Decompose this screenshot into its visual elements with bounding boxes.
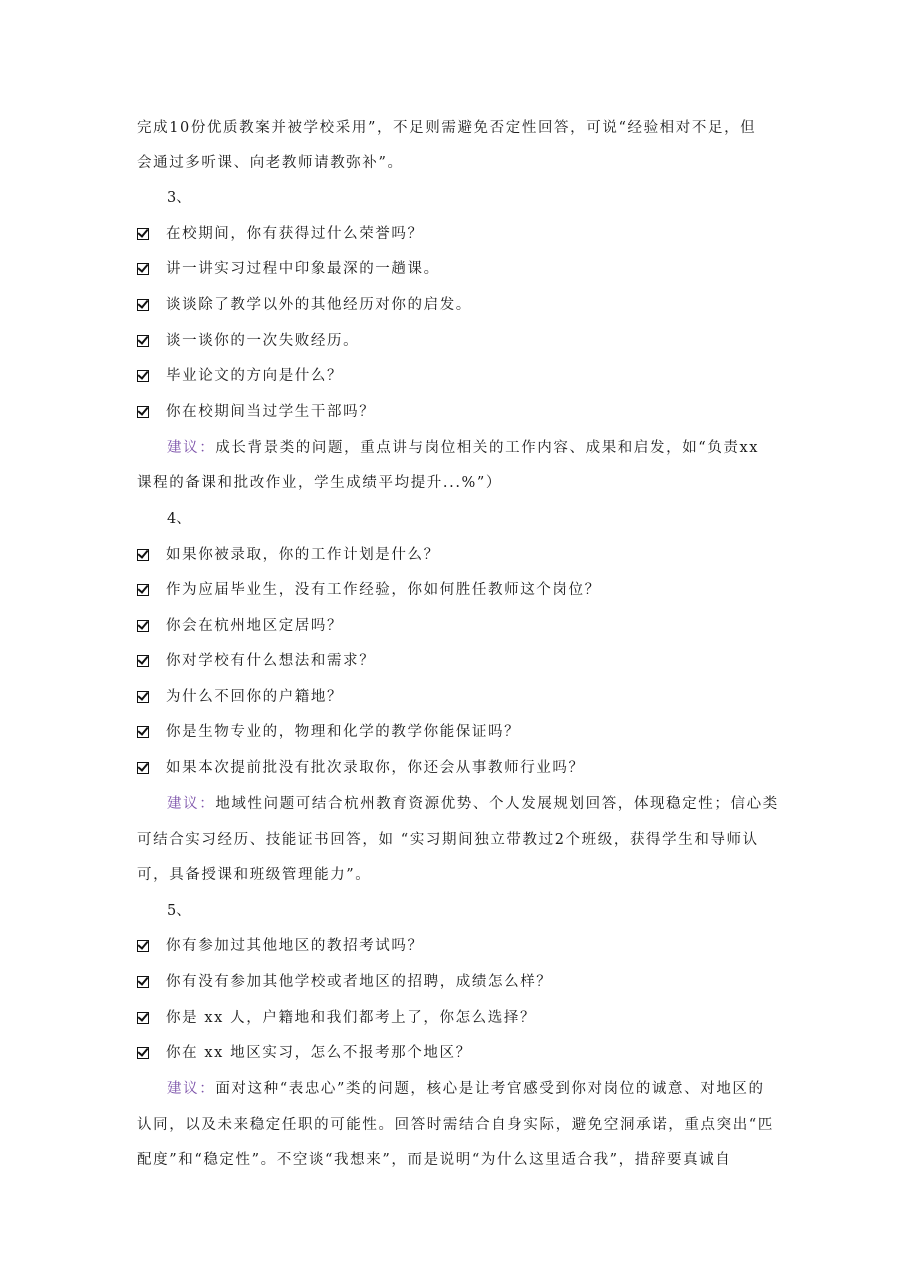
suggestion-label: 建议：: [167, 440, 216, 456]
question-item: 你是 xx 人，户籍地和我们都考上了，你怎么选择？: [137, 1008, 536, 1028]
question-item: 讲一讲实习过程中印象最深的一趟课。: [137, 259, 440, 279]
question-item: 你在 xx 地区实习，怎么不报考那个地区？: [137, 1043, 472, 1063]
paragraph-line: 完成10份优质教案并被学校采用”，不足则需避免否定性回答，可说“经验相对不足，但: [137, 120, 757, 136]
checkbox-checked-icon: [137, 1047, 149, 1059]
section-number: 5、: [167, 903, 191, 919]
suggestion-line: 配度”和“稳定性”。不空谈“我想来”，而是说明“为什么这里适合我”，措辞要真诚自: [137, 1152, 732, 1168]
checkbox-checked-icon: [137, 335, 149, 347]
suggestion-label: 建议：: [167, 796, 216, 812]
checkbox-checked-icon: [137, 726, 149, 738]
checkbox-checked-icon: [137, 406, 149, 418]
checkbox-checked-icon: [137, 584, 149, 596]
checkbox-checked-icon: [137, 620, 149, 632]
question-item: 你有没有参加其他学校或者地区的招聘，成绩怎么样？: [137, 972, 552, 992]
checkbox-checked-icon: [137, 549, 149, 561]
suggestion-line: 建议：面对这种“表忠心”类的问题，核心是让考官感受到你对岗位的诚意、对地区的: [167, 1081, 765, 1097]
question-item: 在校期间，你有获得过什么荣誉吗？: [137, 224, 424, 244]
question-item: 作为应届毕业生，没有工作经验，你如何胜任教师这个岗位？: [137, 580, 601, 600]
checkbox-checked-icon: [137, 655, 149, 667]
question-item: 你是生物专业的，物理和化学的教学你能保证吗？: [137, 722, 520, 742]
checkbox-checked-icon: [137, 976, 149, 988]
checkbox-checked-icon: [137, 370, 149, 382]
question-item: 谈谈除了教学以外的其他经历对你的启发。: [137, 295, 472, 315]
checkbox-checked-icon: [137, 691, 149, 703]
checkbox-checked-icon: [137, 299, 149, 311]
checkbox-checked-icon: [137, 228, 149, 240]
question-item: 毕业论文的方向是什么？: [137, 366, 343, 386]
checkbox-checked-icon: [137, 1012, 149, 1024]
suggestion-line: 认同，以及未来稳定任职的可能性。回答时需结合自身实际，避免空洞承诺，重点突出“匹: [137, 1117, 774, 1133]
suggestion-label: 建议：: [167, 1081, 216, 1097]
suggestion-line: 建议：地域性问题可结合杭州教育资源优势、个人发展规划回答，体现稳定性；信心类: [167, 796, 779, 812]
question-item: 谈一谈你的一次失败经历。: [137, 331, 359, 351]
checkbox-checked-icon: [137, 762, 149, 774]
checkbox-checked-icon: [137, 940, 149, 952]
section-number: 3、: [167, 190, 191, 206]
suggestion-line: 建议：成长背景类的问题，重点讲与岗位相关的工作内容、成果和启发，如“负责xx: [167, 440, 760, 456]
question-item: 如果本次提前批没有批次录取你，你还会从事教师行业吗？: [137, 758, 585, 778]
question-item: 你在校期间当过学生干部吗？: [137, 402, 375, 422]
question-item: 你对学校有什么想法和需求？: [137, 651, 375, 671]
question-item: 为什么不回你的户籍地？: [137, 687, 343, 707]
paragraph-line: 会通过多听课、向老教师请教弥补”。: [137, 155, 404, 171]
question-item: 你会在杭州地区定居吗？: [137, 616, 343, 636]
suggestion-line: 课程的备课和批改作业，学生成绩平均提升...%”）: [137, 475, 503, 491]
suggestion-line: 可结合实习经历、技能证书回答，如 “实习期间独立带教过2个班级，获得学生和导师认: [137, 832, 759, 848]
checkbox-checked-icon: [137, 263, 149, 275]
suggestion-line: 可，具备授课和班级管理能力”。: [137, 867, 372, 883]
question-item: 你有参加过其他地区的教招考试吗？: [137, 936, 424, 956]
section-number: 4、: [167, 511, 191, 527]
question-item: 如果你被录取，你的工作计划是什么？: [137, 545, 440, 565]
